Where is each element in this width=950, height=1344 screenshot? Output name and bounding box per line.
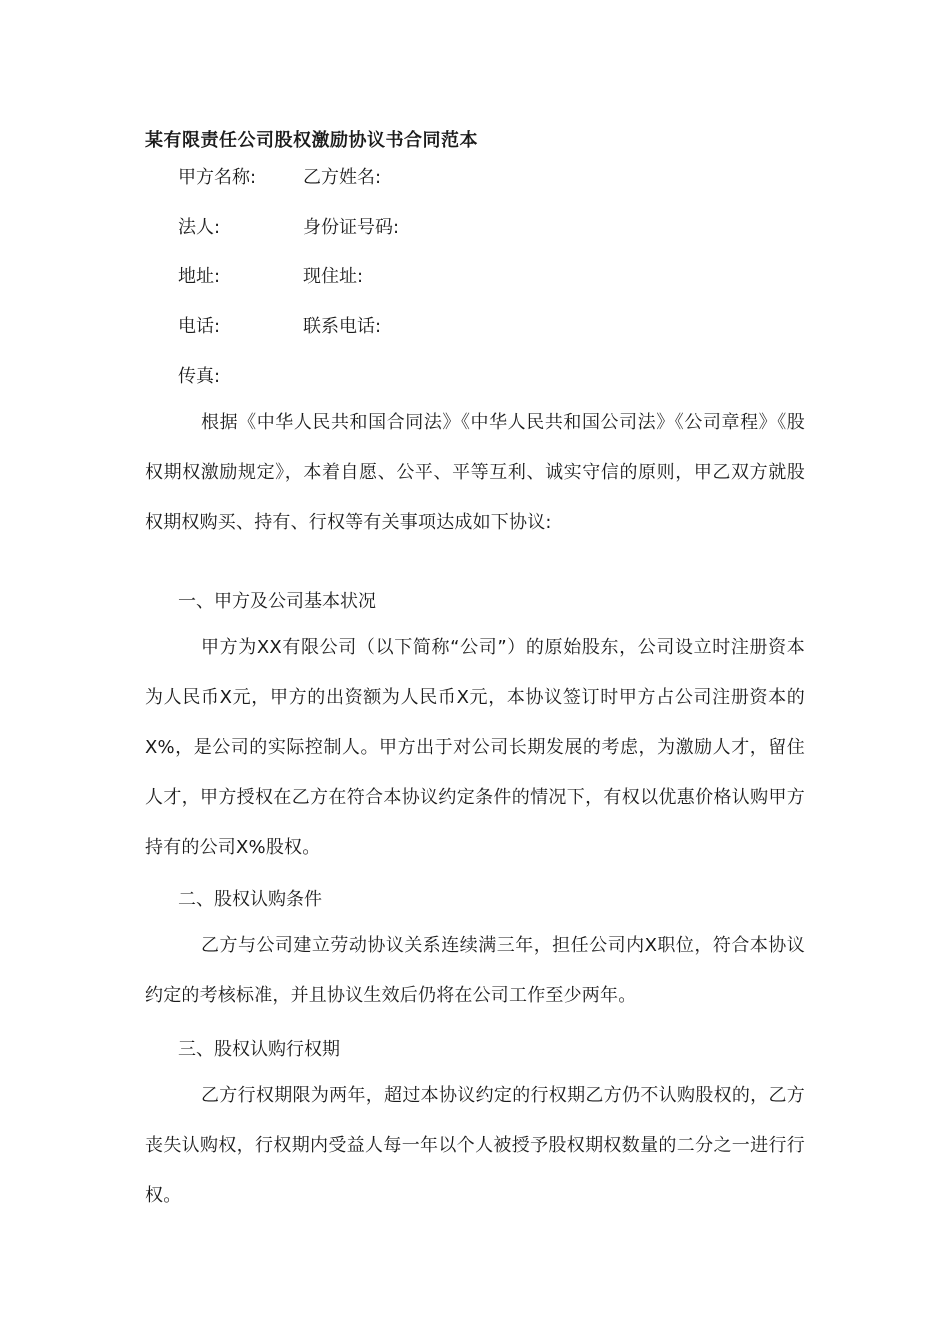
section-body-1: 甲方为XX有限公司（以下简称“公司”）的原始股东，公司设立时注册资本为人民币X元，甲方的出资额为人民币X元，本协议签订时甲方占公司注册资本的X%，是公司的实际控制人。甲方出于对公司长期发展的考虑，为激励人才，留住人才，甲方授权在乙方在符合本协议约定条件的情况下，有权以优惠价格认购甲方持有的公司X%股权。 <box>145 637 805 858</box>
intro-paragraph: 根据《中华人民共和国合同法》《中华人民共和国公司法》《公司章程》《股权期权激励规定》，本着自愿、公平、平等互利、诚实守信的原则，甲乙双方就股权期权购买、持有、行权等有关事项达成如下协议: <box>145 412 805 533</box>
field-label-party-a-name: 甲方名称: <box>178 167 257 188</box>
field-label-id-number: 身份证号码: <box>303 217 400 238</box>
document-title: 某有限责任公司股权激励协议书合同范本 <box>145 130 478 151</box>
field-label-address: 地址: <box>178 266 221 287</box>
section-heading-1: 一、甲方及公司基本状况 <box>178 591 376 612</box>
section-heading-2: 二、股权认购条件 <box>178 889 322 910</box>
field-label-party-b-name: 乙方姓名: <box>303 167 382 188</box>
section-heading-3: 三、股权认购行权期 <box>178 1039 340 1060</box>
field-label-phone: 电话: <box>178 316 221 337</box>
section-body-3: 乙方行权期限为两年，超过本协议约定的行权期乙方仍不认购股权的，乙方丧失认购权，行权期内受益人每一年以个人被授予股权期权数量的二分之一进行行权。 <box>145 1085 805 1206</box>
field-label-fax: 传真: <box>178 366 221 387</box>
field-label-legal-person: 法人: <box>178 217 221 238</box>
field-label-contact-phone: 联系电话: <box>303 316 382 337</box>
field-label-current-address: 现住址: <box>303 266 364 287</box>
section-body-2: 乙方与公司建立劳动协议关系连续满三年，担任公司内X职位，符合本协议约定的考核标准，并且协议生效后仍将在公司工作至少两年。 <box>145 935 805 1006</box>
